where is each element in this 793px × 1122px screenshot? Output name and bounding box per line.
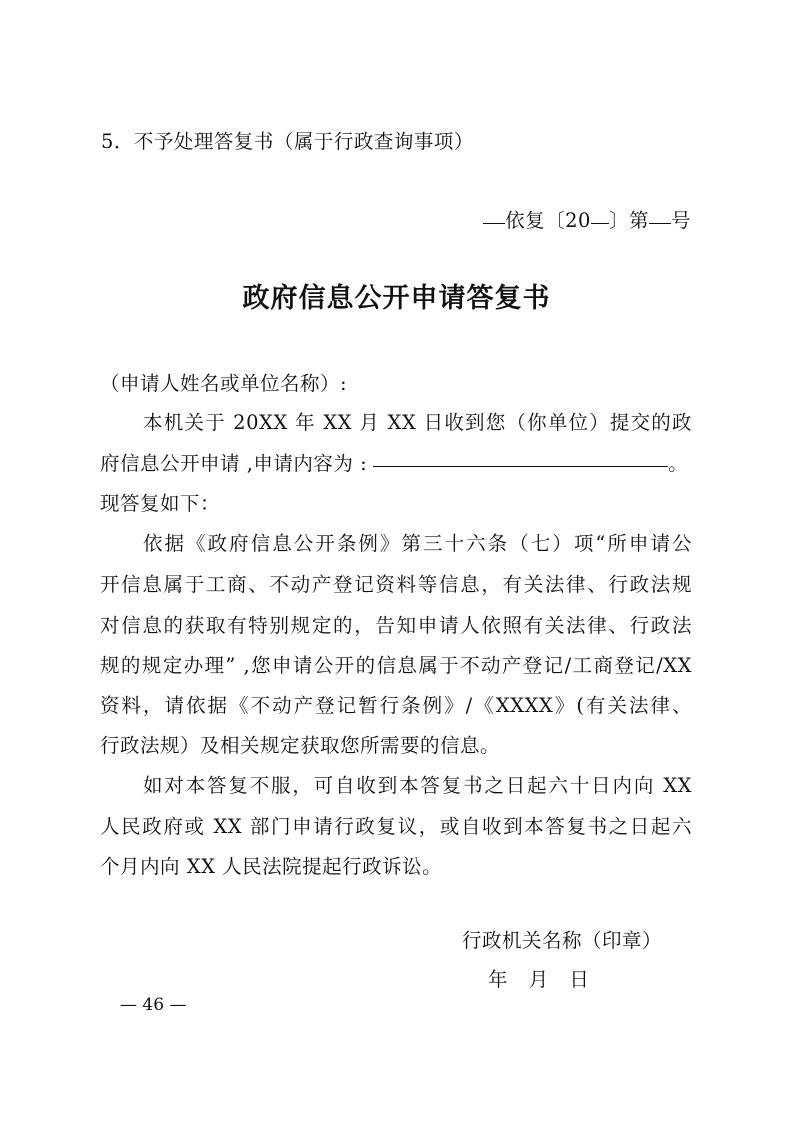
para3-line2: 人民政府或 XX 部门申请行政复议，或自收到本答复书之日起六 xyxy=(100,815,692,838)
document-number xyxy=(483,205,691,233)
para1-line1: 本机关于 20XX 年 XX 月 XX 日收到您（你单位）提交的政 xyxy=(143,411,692,434)
period: 。 xyxy=(668,452,689,475)
doc-number-prefix: 依复〔20 xyxy=(505,209,591,232)
request-content-label: 府信息公开申请 ,申请内容为 : xyxy=(100,452,368,475)
section-heading: 5．不予处理答复书（属于行政查询事项） xyxy=(101,130,474,153)
para2-line1: 依据《政府信息公开条例》第三十六条（七）项“所申请公 xyxy=(143,532,692,555)
salutation: （申请人姓名或单位名称）: xyxy=(100,372,348,395)
doc-number-suffix: 号 xyxy=(670,209,691,232)
para2-line2: 开信息属于工商、不动产登记资料等信息，有关法律、行政法规 xyxy=(100,573,692,596)
issuing-authority-signature: 行政机关名称（印章） xyxy=(462,929,663,952)
blank-underline xyxy=(649,222,671,224)
para3-line1: 如对本答复不服，可自收到本答复书之日起六十日内向 XX xyxy=(143,774,692,797)
para2-line5: 资料，请依据《不动产登记暂行条例》/《XXXX》(有关法律、 xyxy=(100,694,692,717)
page-number: — 46 — xyxy=(120,995,187,1015)
document-title: 政府信息公开申请答复书 xyxy=(242,283,551,314)
para1-line2 xyxy=(100,448,692,476)
para2-line3: 对信息的获取有特别规定的，告知申请人依照有关法律、行政法 xyxy=(100,614,692,637)
blank-underline xyxy=(591,222,609,224)
blank-underline xyxy=(483,222,505,224)
para3-line3: 个月内向 XX 人民法院提起行政诉讼。 xyxy=(100,855,443,878)
para2-line4: 规的规定办理” ,您申请公开的信息属于不动产登记/工商登记/XX xyxy=(100,654,692,677)
request-content-blank xyxy=(373,465,668,467)
doc-number-middle: 〕第 xyxy=(608,209,649,232)
para1-line3: 现答复如下： xyxy=(100,492,221,515)
para2-line6: 行政法规）及相关规定获取您所需要的信息。 xyxy=(100,734,501,757)
date-line: 年 月 日 xyxy=(488,968,590,991)
